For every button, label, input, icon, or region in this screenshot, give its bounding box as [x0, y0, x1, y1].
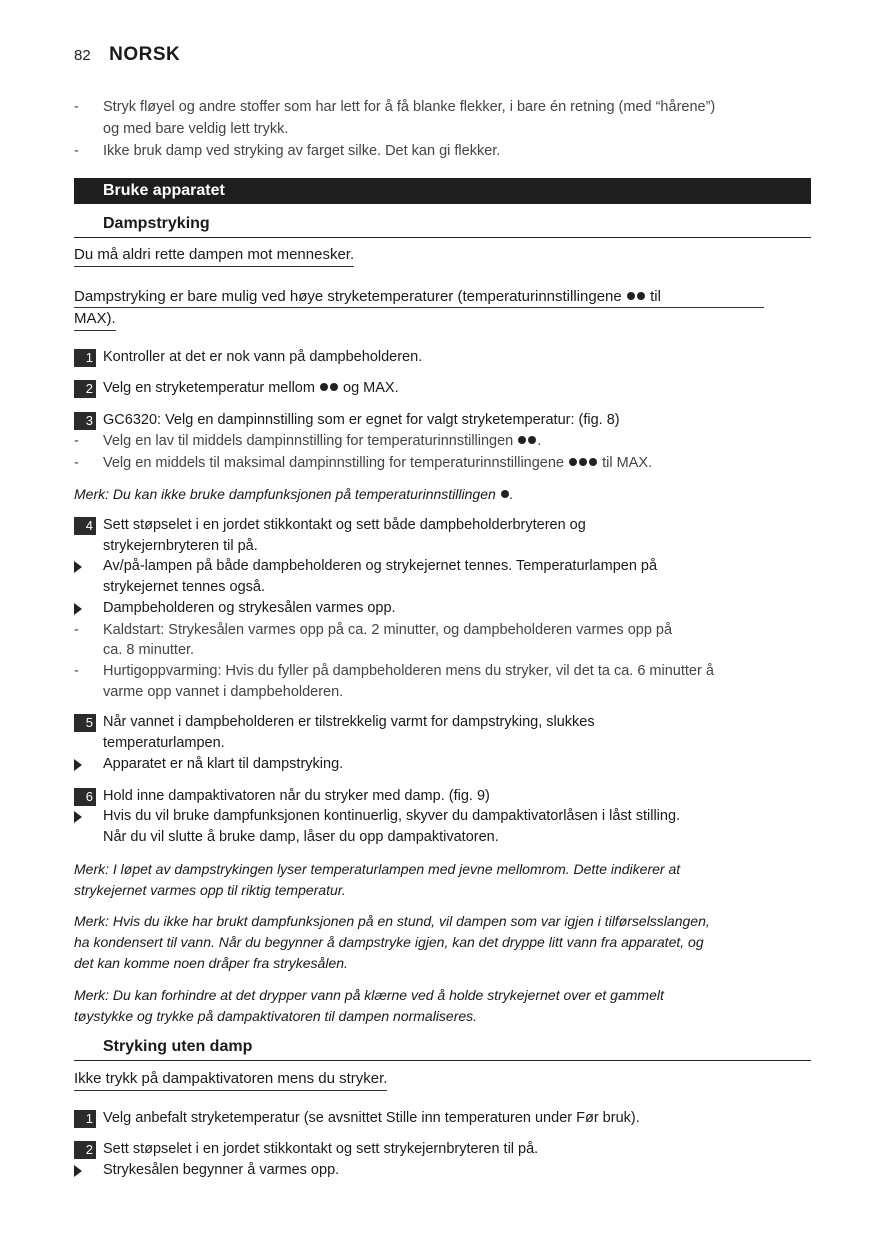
subsection-title: Dampstryking [103, 215, 210, 232]
sub-step [103, 453, 813, 474]
sub-step: Velg en lav til middels dampinnstilling for temperaturinnstillingen . [103, 433, 542, 449]
result-text: Strykesålen begynner å varmes opp. [103, 1162, 340, 1178]
step-number: 2 [74, 1141, 96, 1159]
step-3-sub-2b: til MAX. [602, 455, 653, 471]
step-3-sub-2a: Velg en middels til maksimal dampinnstilling for temperaturinnstillingene [103, 455, 564, 471]
intro-bullet-1: Stryk fløyel og andre stoffer som har lett for å få blanke flekker, i bare én retning (med “hårene”) [103, 99, 716, 115]
result-text: Hvis du vil bruke dampfunksjonen kontinuerlig, skyver du dampaktivatorlåsen i låst stilling. [103, 808, 681, 824]
note: Merk: I løpet av dampstrykingen lyser temperaturlampen med jevne mellomrom. Dette indikerer at [74, 861, 681, 877]
dash-marker: - [74, 455, 79, 471]
step-number: 1 [74, 349, 96, 367]
warning-2-til: til [650, 288, 661, 305]
intro-bullet-2: Ikke bruk damp ved stryking av farget silke. Det kan gi flekker. [103, 143, 501, 159]
note-cont: strykejernet varmes opp til riktig temperatur. [74, 882, 346, 898]
result-arrow-icon [74, 759, 82, 771]
dash-marker: - [74, 143, 79, 159]
underline [74, 307, 764, 308]
step-text-cont: strykejernbryteren til på. [103, 538, 258, 554]
result-arrow-icon [74, 561, 82, 573]
subsection-title: Stryking uten damp [103, 1038, 253, 1055]
dash-marker: - [74, 663, 79, 679]
step-text: Hold inne dampaktivatoren når du stryker med damp. (fig. 9) [103, 788, 490, 804]
warning-text: Ikke trykk på dampaktivatoren mens du stryker. [74, 1068, 387, 1091]
temp-dot-icon [500, 486, 510, 502]
result-arrow-icon [74, 1165, 82, 1177]
step-text: Når vannet i dampbeholderen er tilstrekkelig varmt for dampstryking, slukkes [103, 714, 595, 730]
note-cont: det kan komme noen dråper fra strykesålen. [74, 955, 348, 971]
note: Merk: Du kan forhindre at det drypper vann på klærne ved å holde strykejernet over et gammelt [74, 987, 664, 1003]
note-cont: ha kondensert til vann. Når du begynner å dampstryke igjen, kan det dryppe litt vann fra apparatet, og [74, 934, 704, 950]
note-cont: tøystykke og trykke på dampaktivatoren til dampen normaliseres. [74, 1008, 478, 1024]
intro-bullet-1-cont: og med bare veldig lett trykk. [103, 121, 289, 137]
step-number: 3 [74, 412, 96, 430]
warning-text-2 [74, 286, 661, 307]
step-2-text-a: Velg en stryketemperatur mellom [103, 380, 315, 396]
sub-step-cont: varme opp vannet i dampbeholderen. [103, 684, 344, 700]
step-text: GC6320: Velg en dampinnstilling som er egnet for valgt stryketemperatur: (fig. 8) [103, 412, 620, 428]
step-number: 6 [74, 788, 96, 806]
temp-dots-icon [626, 288, 646, 305]
result-arrow-icon [74, 811, 82, 823]
note-1-text: Merk: Du kan ikke bruke dampfunksjonen på temperaturinnstillingen [74, 486, 496, 502]
note: Merk: Hvis du ikke har brukt dampfunksjonen på en stund, vil dampen som var igjen i tilførselsslangen, [74, 913, 710, 929]
page-number: 82 [74, 47, 91, 64]
dash-marker: - [74, 433, 79, 449]
step-text: Sett støpselet i en jordet stikkontakt og sett både dampbeholderbryteren og [103, 517, 586, 533]
step-text: Sett støpselet i en jordet stikkontakt og sett strykejernbryteren til på. [103, 1141, 539, 1157]
sub-step-cont: ca. 8 minutter. [103, 642, 195, 658]
warning-2-line-1: Dampstryking er bare mulig ved høye stryketemperaturer (temperaturinnstillingene [74, 288, 622, 305]
result-text: Apparatet er nå klart til dampstryking. [103, 756, 344, 772]
step-number: 2 [74, 380, 96, 398]
result-text-cont: Når du vil slutte å bruke damp, låser du opp dampaktivatoren. [103, 829, 499, 845]
step-number: 1 [74, 1110, 96, 1128]
note: Merk: Du kan ikke bruke dampfunksjonen på temperaturinnstillingen . [74, 486, 514, 502]
temp-dots-icon [319, 380, 339, 396]
step-text [103, 378, 813, 399]
dash-marker: - [74, 99, 79, 115]
temp-dots-icon [517, 433, 537, 449]
language-title: NORSK [109, 44, 181, 65]
step-number: 5 [74, 714, 96, 732]
warning-2-line-2: MAX). [74, 308, 116, 331]
subsection-heading [74, 211, 811, 238]
step-number: 4 [74, 517, 96, 535]
dash-marker: - [74, 622, 79, 638]
sub-step: Kaldstart: Strykesålen varmes opp på ca. 2 minutter, og dampbeholderen varmes opp på [103, 622, 673, 638]
result-text-cont: strykejernet tennes også. [103, 579, 266, 595]
page-header [74, 44, 180, 68]
result-text: Av/på-lampen på både dampbeholderen og strykejernet tennes. Temperaturlampen på [103, 558, 658, 574]
warning-text: Du må aldri rette dampen mot mennesker. [74, 244, 354, 267]
result-text: Dampbeholderen og strykesålen varmes opp. [103, 600, 396, 616]
step-3-sub-1: Velg en lav til middels dampinnstilling for temperaturinnstillingen [103, 433, 514, 449]
step-text: Kontroller at det er nok vann på dampbeholderen. [103, 349, 423, 365]
sub-step: Hurtigoppvarming: Hvis du fyller på dampbeholderen mens du stryker, vil det ta ca. 6 minutter å [103, 663, 714, 679]
temp-dots-icon [568, 455, 598, 471]
section-title-bar [74, 178, 811, 204]
step-text: Velg anbefalt stryketemperatur (se avsnittet Stille inn temperaturen under Før bruk). [103, 1110, 640, 1126]
step-2-text-b: og MAX. [343, 380, 399, 396]
result-arrow-icon [74, 603, 82, 615]
section-title: Bruke apparatet [103, 182, 225, 199]
step-text-cont: temperaturlampen. [103, 735, 225, 751]
subsection-heading [74, 1034, 811, 1061]
